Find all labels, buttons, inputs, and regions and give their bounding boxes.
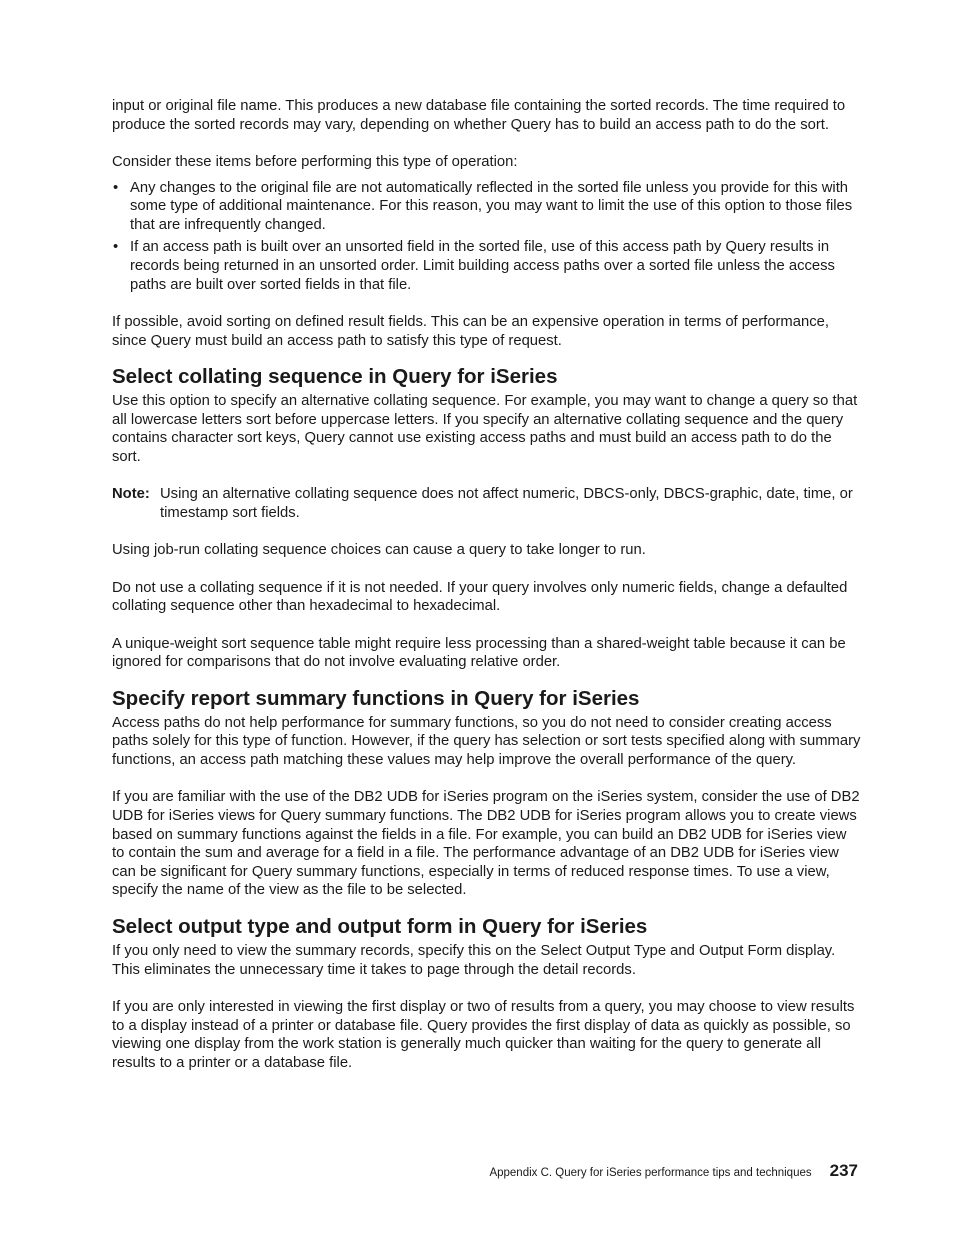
page-footer <box>489 1161 858 1181</box>
page-number: 237 <box>829 1161 858 1180</box>
section-paragraph: A unique-weight sort sequence table might require less processing than a shared-weight table because it can be ignored for comparisons that do not involve evaluating relative order. <box>112 635 846 671</box>
section-heading: Select collating sequence in Query for iSeries <box>112 365 558 389</box>
bullet-list <box>112 179 862 295</box>
section-paragraph: Do not use a collating sequence if it is not needed. If your query involves only numeric fields, change a defaulted collating sequence other than hexadecimal to hexadecimal. <box>112 579 848 615</box>
intro-paragraph: Consider these items before performing this type of operation: <box>112 153 518 170</box>
list-item-text: If an access path is built over an unsorted field in the sorted file, use of this access path by Query results in records being returned in an unsorted order. Limit building access paths over a sorted file unless the access paths are built over sorted fields in that file. <box>130 239 835 293</box>
list-item-text: Any changes to the original file are not automatically reflected in the sorted file unless you provide for this with some type of additional maintenance. For this reason, you may want to limit the use of this option to those files that are infrequently changed. <box>130 179 853 233</box>
list-item <box>112 238 862 294</box>
footer-chapter-title: Appendix C. Query for iSeries performance tips and techniques <box>489 1167 812 1179</box>
intro-paragraph: If possible, avoid sorting on defined result fields. This can be an expensive operation in terms of performance, since Query must build an access path to satisfy this type of request. <box>112 313 829 349</box>
section-heading: Select output type and output form in Query for iSeries <box>112 914 648 938</box>
intro-paragraph: input or original file name. This produces a new database file containing the sorted records. The time required to produce the sorted records may vary, depending on whether Query has to build an access path to do the sort. <box>112 98 846 133</box>
section-paragraph: If you only need to view the summary records, specify this on the Select Output Type and Output Form display. This eliminates the unnecessary time it takes to page through the detail records. <box>112 942 836 978</box>
list-item <box>112 179 862 235</box>
section-paragraph: Use this option to specify an alternative collating sequence. For example, you may want to change a query so that all lowercase letters sort before uppercase letters. If you specify an alternative collating sequence and the query contains character sort keys, Query cannot use existing access paths and must build an access path to do the sort. <box>112 393 858 465</box>
section-paragraph: If you are only interested in viewing the first display or two of results from a query, you may choose to view results to a display instead of a printer or database file. Query provides the first display of data as quickly as possible, so viewing one display from the work station is generally much quicker than waiting for the query to generate all results to a printer or a database file. <box>112 998 855 1071</box>
section-paragraph: Using job-run collating sequence choices can cause a query to take longer to run. <box>112 542 646 559</box>
note-text: Using an alternative collating sequence does not affect numeric, DBCS-only, DBCS-graphic, date, time, or timestamp sort fields. <box>160 486 853 521</box>
bullet-icon: • <box>113 239 119 256</box>
note-label: Note: <box>112 486 150 503</box>
note-block <box>112 485 862 522</box>
section-paragraph: Access paths do not help performance for summary functions, so you do not need to consider creating access paths solely for this type of function. However, if the query has selection or sort tests specified along with summary functions, an access path matching these values may help improve the overall performance of the query. <box>112 714 861 769</box>
section-heading: Specify report summary functions in Query for iSeries <box>112 686 640 710</box>
page-body <box>112 97 862 1091</box>
section-paragraph: If you are familiar with the use of the DB2 UDB for iSeries program on the iSeries system, consider the use of DB2 UDB for iSeries views for Query summary functions. The DB2 UDB for iSeries program allows you to create views based on summary functions against the fields in a file. For example, you can build an DB2 UDB for iSeries view to contain the sum and average for a field in a file. The performance advantage of an DB2 UDB for iSeries view can be significant for Query summary functions, especially in terms of reduced response times. To use a view, specify the name of the view as the file to be selected. <box>112 789 860 899</box>
bullet-icon: • <box>113 179 119 196</box>
